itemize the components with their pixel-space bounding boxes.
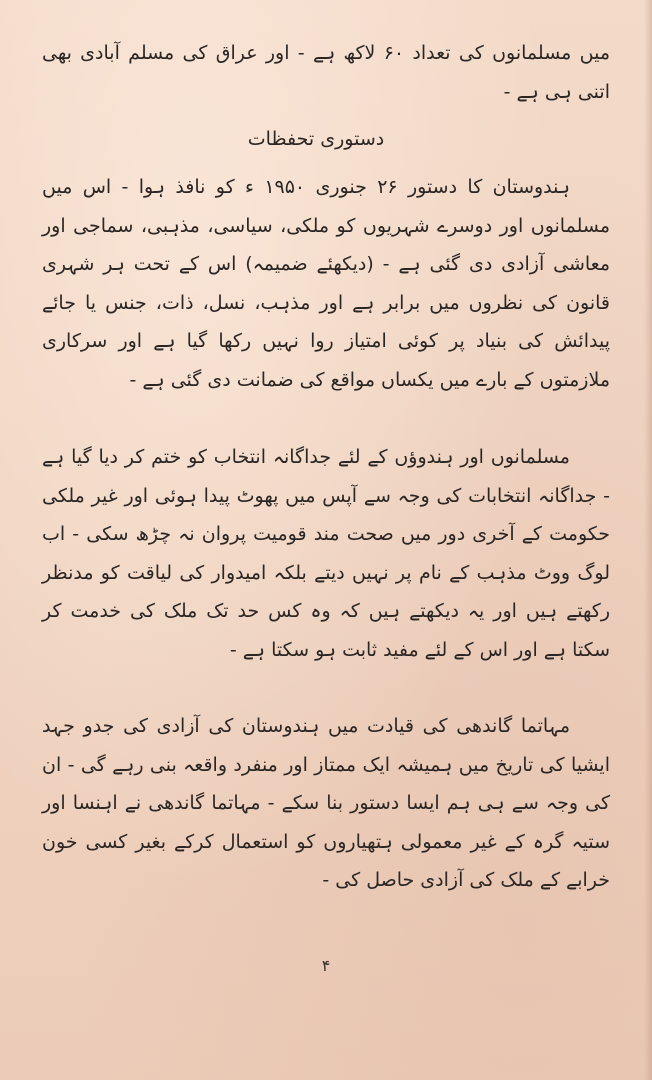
page-edge-shadow bbox=[644, 0, 652, 1080]
paragraph-continued: میں مسلمانوں کی تعداد ۶۰ لاکھ ہے - اور عراق کی مسلم آبادی بھی اتنی ہی ہے - bbox=[42, 42, 610, 103]
paragraph-separate-electorates bbox=[42, 438, 610, 670]
page-number: ۴ bbox=[321, 956, 331, 975]
section-heading: دستوری تحفظات bbox=[247, 128, 385, 150]
section-heading-wrapper bbox=[0, 122, 652, 156]
paragraph-separate-electorates-text: مسلمانوں اور ہندوؤں کے لئے جداگانہ انتخاب کو ختم کر دیا گیا ہے - جداگانہ انتخابات کی وجہ سے آپس میں پھوٹ پیدا ہوئی اور غیر ملکی حکومت کے آخری دور میں صحت مند قومیت پروان نہ چڑھ سکی - اب لوگ ووٹ مذہب کے نام پر نہیں دیتے بلکہ امیدوار کی لیاقت کو مدنظر رکھتے ہیں اور یہ دیکھتے ہیں کہ وہ کس حد تک ملک کی خدمت کر سکتا ہے اور اس کے لئے مفید ثابت ہو سکتا ہے - bbox=[42, 446, 610, 661]
paragraph-gandhi-text: مہاتما گاندھی کی قیادت میں ہندوستان کی آزادی کی جدو جہد ایشیا کی تاریخ میں ہمیشہ ایک ممتاز اور منفرد واقعہ بنی رہے گی - ان کی وجہ سے ہی ہم ایسا دستور بنا سکے - مہاتما گاندھی نے اہنسا اور ستیہ گرہ کے غیر معمولی ہتھیاروں کو استعمال کرکے بغیر کسی خون خرابے کے ملک کی آزادی حاصل کی - bbox=[42, 715, 610, 892]
paragraph-constitution bbox=[42, 168, 610, 400]
paragraph-gandhi bbox=[42, 707, 610, 900]
paragraph-constitution-text: ہندوستان کا دستور ۲۶ جنوری ۱۹۵۰ ء کو نافذ ہوا - اس میں مسلمانوں اور دوسرے شہریوں کو ملکی، سیاسی، مذہبی، سماجی اور معاشی آزادی دی گئی ہے - (دیکھئے ضمیمہ) اس کے تحت ہر شہری قانون کی نظروں میں برابر ہے اور مذہب، نسل، ذات، جنس یا جائے پیدائش کی بنیاد پر کوئی امتیاز روا نہیں رکھا گیا ہے اور سرکاری ملازمتوں کے بارے میں یکساں مواقع کی ضمانت دی گئی ہے - bbox=[42, 176, 610, 391]
